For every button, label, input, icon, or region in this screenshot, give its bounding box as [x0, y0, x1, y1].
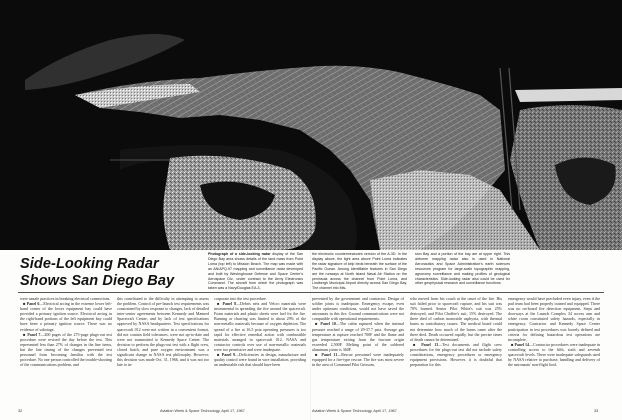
page-gutter: [310, 250, 311, 420]
paragraph: ■ Panel 7—200 pages of the 275-page plugs-out test procedure were revised the day before the test. This represented less than 27% of changes in the line items, but the late timing of the changes prevented test personnel from becoming familiar with the test procedure. No one person controlled the trouble-shooting of the communications problem, and: [20, 331, 112, 368]
paragraph: ■ Panel 10—The cabin ruptured when the internal pressure reached a range of 29-37.7 psia. Average gas temperature at rupture reached 700F and the flame and gas temperature exiting from the fracture origin exceeded 2,500F. Melting point of the soldered aluminum joints is 360F.: [312, 321, 404, 352]
paragraph: corporate into the test procedure.: [214, 296, 267, 301]
panel-label: Panel 11: [321, 352, 338, 358]
panel-label: Panel 8: [222, 301, 237, 307]
section-divider: [18, 292, 604, 293]
caption-lead: Photograph of a side-looking radar: [208, 252, 271, 256]
caption-text-1: display of the San Diego Bay area shows details of the land mass from Point Loma (top left) to Mission Beach. The map was made with an AN/APQ-97 mapping and surveillance radar developed and built by Westinghouse Defense and Space Center's Aerospace Div., under contract to the Army Electronics Command. The aircraft from which the photograph was taken was a Navy/Douglas EA-3,: [208, 252, 303, 291]
caption-column-2: [312, 252, 407, 291]
paragraph: ■ Panel 11—Rescue personnel were inadequately equipped for a fire-type rescue. The fire was most severe in the area of Command Pilot Grissom,: [312, 352, 404, 368]
panel-label: Panel 14: [514, 341, 530, 347]
panel-label: Panel 7: [27, 331, 41, 337]
article-headline: [20, 256, 200, 290]
right-folio-line: Aviation Week & Space Technology, April 17, 1967: [312, 409, 397, 413]
body-column-1: [20, 296, 112, 367]
body-column-2: [117, 296, 209, 367]
paragraph: prevented by the government and contractor. Design of soldier joints is inadequate. Emergency escape, even under optimum conditions, would not have saved the astronauts in this fire. Ground communications were not compatible with operational requirements.: [312, 296, 404, 322]
left-page-number: 32: [18, 409, 23, 413]
paragraph: ■ Panel 9—Deficiencies in design, manufacture and quality control were found in wire installation, providing an undesirable risk that should have been: [214, 352, 306, 368]
caption-text-2: the electronic countermeasures version of the A-3D. In the display above, the light area above Point Loma indicates the radar signature of kelp beds beneath the surface of the Pacific Ocean. Among identifiable features in San Diego are the runways at North Island Naval Air Station on the peninsula across the channel from Point Loma, and Lindbergh Municipal Airport directly across San Diego Bay. The channel into Mis-: [312, 252, 407, 291]
body-column-5: [410, 296, 502, 367]
caption-text-3: sion Bay and a portion of the bay are at upper right. This airborne mapping radar also is used in National Aeronautics and Space Administration's earth sciences resources program for large-scale topographic mapping, agronomy surveillance and making profiles of geological characteristics. Side-looking radar also could be used for other geophysical research and surveillance functions.: [415, 252, 510, 286]
paragraph: ■ Panel 6—Electrical arcing in the extreme lower left-hand corner of the lower equipment bay could have provided a primary ignition source. Electrical arcing in the right-hand portions of the left equipment bay could have been a primary ignition source. There was no evidence of sabotage.: [20, 301, 112, 332]
left-folio-line: Aviation Week & Space Technology, April 17, 1967: [160, 409, 245, 413]
paragraph: this contributed to the difficulty in attempting to assess the problem. Control of pre-launch test requirements was constrained by slow response to changes, lack of detailed inter-center agreements between Kennedy and Manned Spacecraft Center, and by lack of test specifications approved by NASA headquarters. Test specifications for spacecraft 012 were not written in a convenient format, did not contain field tolerances, were not up-to-date and were not transmitted to Kennedy Space Center. The decision to perform the plugs-out test with a flight crew, closed hatch, and pure oxygen environment was a significant change in NASA test philosophy. However, this decision was made Oct. 31, 1966, and it was not too late to in-: [117, 296, 209, 368]
caption-column-1: [208, 252, 303, 291]
paragraph: emergency would have precluded even injury, even if the pad team had been properly trained and equipped. There was no on-board fire detection equipment. Steps and doorways at the Launch Complex 34 access arm and white room constituted safety hazards, especially in emergency. Contractor and Kennedy Space Center participation in test procedures was loosely defined and criteria for defining hazardous test operations are incomplete.: [508, 296, 600, 342]
paragraph: who moved from his couch at the onset of the fire. His suit failed prior to spacecraft rupture, and his suit was 70% burned. Senior Pilot White's suit was 25% destroyed, and Pilot Chaffee's suit, 15% destroyed. The three died of carbon monoxide asphyxia, with thermal burns as contributory causes. The medical board could not determine how much of the burns came after the three died. Death occurred rapidly, but the precise times of death cannot be determined.: [410, 296, 502, 342]
right-page-number: 33: [594, 409, 599, 413]
body-column-3: [214, 296, 306, 367]
paragraph: ■ Panel 13—Test documents and flight crew procedures for the plugs-out test did not include safety considerations, emergency procedures or emergency equipment provisions. However, it is doubtful that preparation for this: [410, 341, 502, 368]
panel-label: Panel 9: [221, 352, 235, 358]
paragraph: ■ Panel 14—Contractor procedures were inadequate in controlling access to the fifth, sixth and seventh spacecraft levels. There were inadequate safeguards used by NASA relative to purchase, handling and delivery of the astronauts' non-flight food.: [508, 341, 600, 368]
panel-label: Panel 6: [26, 301, 40, 307]
paragraph: ■ Panel 8—Debris nets and Velcro materials were instrumental in spreading the fire around the spacecraft. Foam materials and plastic sheets were fuel for the fire. Burning or charring was limited to about 29% of the non-metallic materials because of oxygen depletion. The spread of a fire at 16.5 psia operating pressures is too rapid for effective remedial action with combustible materials arranged in spacecraft 012. NASA and contractor controls over use of non-metallic materials were too permissive and were inadequate.: [214, 301, 306, 352]
paragraph: were unsafe practices in breaking electrical connections.: [20, 296, 111, 301]
panel-label: Panel 13: [421, 341, 439, 347]
headline-line-1: Side-Looking Radar: [20, 256, 159, 272]
body-column-4: [312, 296, 404, 367]
headline-line-2: Shows San Diego Bay: [20, 273, 175, 289]
panel-label: Panel 10: [320, 321, 336, 327]
caption-column-3: [415, 252, 510, 286]
body-column-6: [508, 296, 600, 367]
